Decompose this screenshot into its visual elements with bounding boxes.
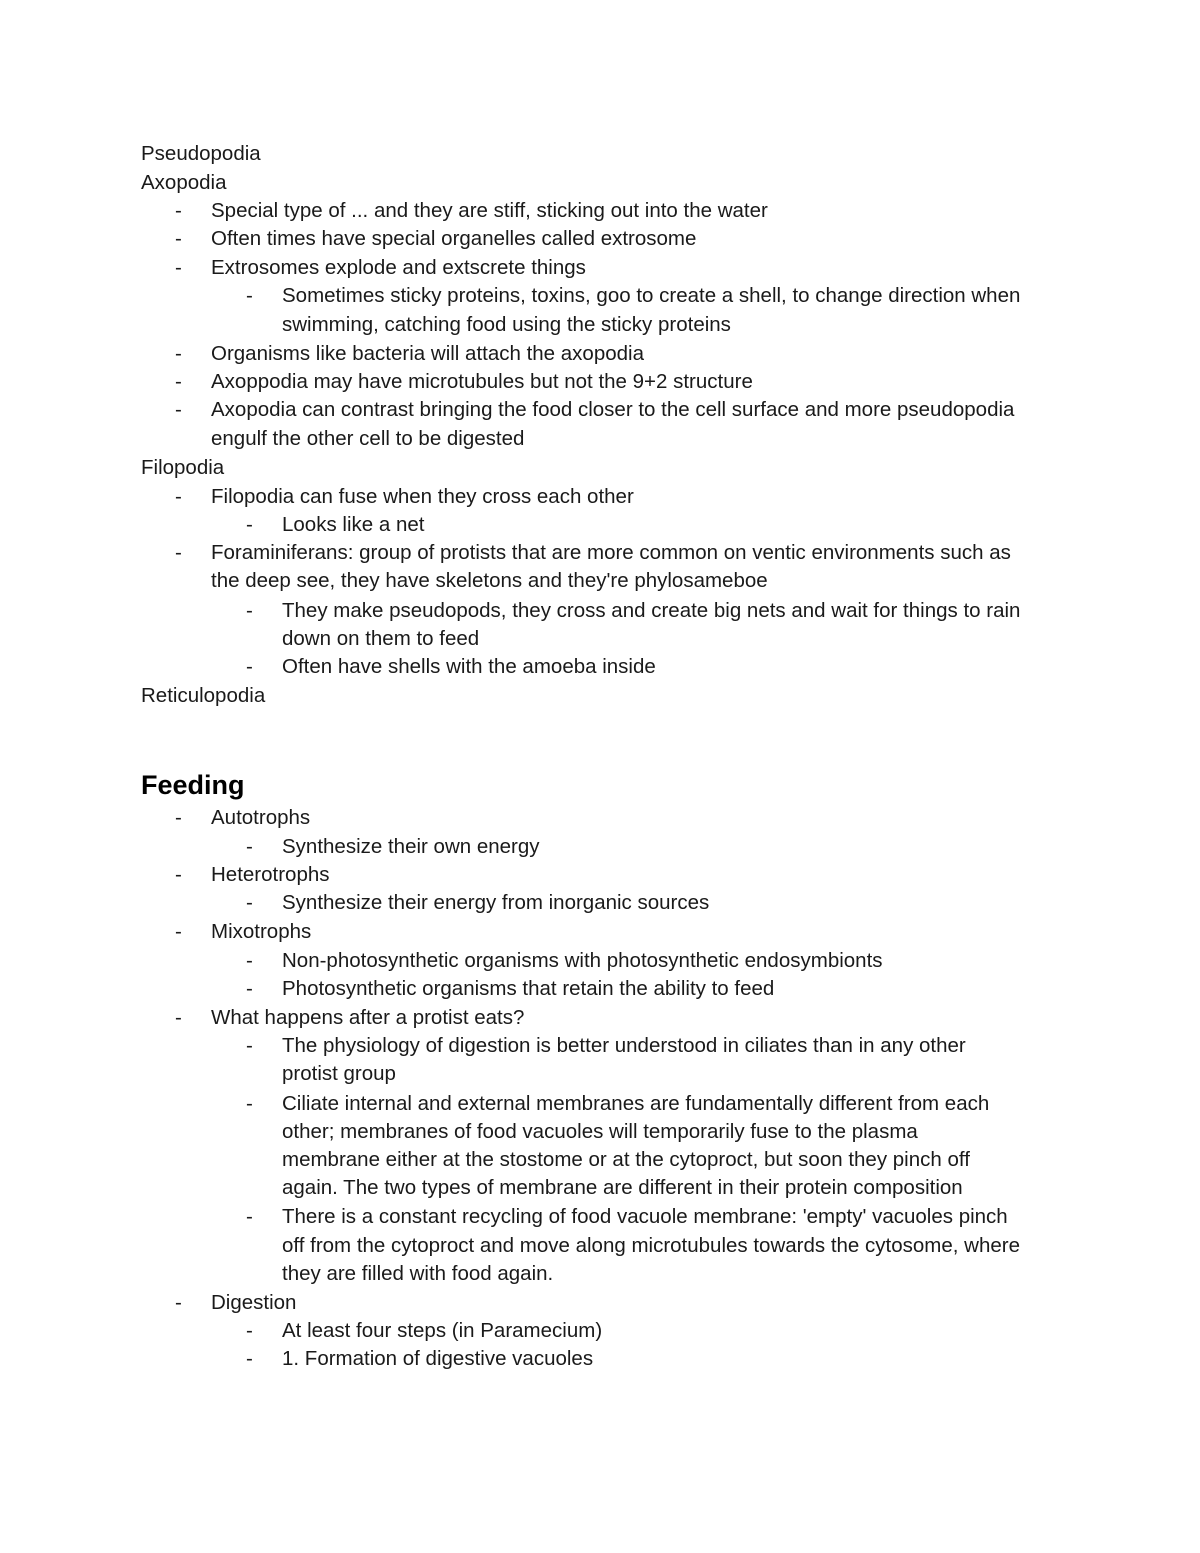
list-subitem-continuation: protist group bbox=[282, 1062, 396, 1085]
bullet-dash: - bbox=[175, 370, 182, 393]
list-subitem: There is a constant recycling of food vacuole membrane: 'empty' vacuoles pinch bbox=[282, 1205, 1008, 1228]
list-item: Special type of ... and they are stiff, sticking out into the water bbox=[211, 199, 768, 222]
list-subitem: Synthesize their energy from inorganic sources bbox=[282, 891, 710, 914]
bullet-dash: - bbox=[175, 920, 182, 943]
bullet-dash: - bbox=[175, 1006, 182, 1029]
list-item: Foraminiferans: group of protists that are more common on ventic environments such as bbox=[211, 541, 1011, 564]
bullet-dash: - bbox=[175, 863, 182, 886]
bullet-dash: - bbox=[175, 398, 182, 421]
list-subitem-continuation: down on them to feed bbox=[282, 627, 480, 650]
list-subitem: Non-photosynthetic organisms with photosynthetic endosymbionts bbox=[282, 949, 883, 972]
bullet-dash: - bbox=[175, 256, 182, 279]
list-subitem: Photosynthetic organisms that retain the ability to feed bbox=[282, 977, 775, 1000]
list-item-continuation: the deep see, they have skeletons and they're phylosameboe bbox=[211, 569, 768, 592]
bullet-dash: - bbox=[175, 485, 182, 508]
list-subitem: They make pseudopods, they cross and create big nets and wait for things to rain bbox=[282, 599, 1021, 622]
bullet-dash: - bbox=[175, 199, 182, 222]
bullet-dash: - bbox=[175, 342, 182, 365]
section-pseudopodia: Pseudopodia bbox=[141, 142, 261, 165]
bullet-dash: - bbox=[246, 513, 253, 536]
list-item: What happens after a protist eats? bbox=[211, 1006, 525, 1029]
list-subitem-continuation: other; membranes of food vacuoles will temporarily fuse to the plasma bbox=[282, 1120, 918, 1143]
bullet-dash: - bbox=[246, 949, 253, 972]
list-item: Heterotrophs bbox=[211, 863, 330, 886]
list-subitem-continuation: membrane either at the stostome or at the cytoproct, but soon they pinch off bbox=[282, 1148, 970, 1171]
list-item: Digestion bbox=[211, 1291, 297, 1314]
list-subitem: At least four steps (in Paramecium) bbox=[282, 1319, 603, 1342]
bullet-dash: - bbox=[246, 835, 253, 858]
list-subitem-continuation: again. The two types of membrane are different in their protein composition bbox=[282, 1176, 963, 1199]
bullet-dash: - bbox=[246, 1092, 253, 1115]
bullet-dash: - bbox=[175, 227, 182, 250]
bullet-dash: - bbox=[175, 1291, 182, 1314]
list-item-continuation: engulf the other cell to be digested bbox=[211, 427, 525, 450]
list-subitem-continuation: they are filled with food again. bbox=[282, 1262, 554, 1285]
bullet-dash: - bbox=[246, 1034, 253, 1057]
bullet-dash: - bbox=[246, 655, 253, 678]
list-item: Axopodia can contrast bringing the food closer to the cell surface and more pseudopodia bbox=[211, 398, 1015, 421]
list-subitem: Sometimes sticky proteins, toxins, goo to create a shell, to change direction when bbox=[282, 284, 1021, 307]
bullet-dash: - bbox=[246, 1205, 253, 1228]
section-filopodia: Filopodia bbox=[141, 456, 225, 479]
list-subitem-continuation: swimming, catching food using the sticky proteins bbox=[282, 313, 731, 336]
bullet-dash: - bbox=[246, 284, 253, 307]
list-item: Often times have special organelles called extrosome bbox=[211, 227, 697, 250]
list-subitem-continuation: off from the cytoproct and move along microtubules towards the cytosome, where bbox=[282, 1234, 1020, 1257]
section-reticulopodia: Reticulopodia bbox=[141, 684, 266, 707]
section-axopodia: Axopodia bbox=[141, 171, 227, 194]
bullet-dash: - bbox=[246, 891, 253, 914]
bullet-dash: - bbox=[175, 806, 182, 829]
list-item: Organisms like bacteria will attach the axopodia bbox=[211, 342, 644, 365]
list-subitem: Synthesize their own energy bbox=[282, 835, 540, 858]
heading-feeding: Feeding bbox=[141, 770, 245, 800]
list-subitem: Looks like a net bbox=[282, 513, 425, 536]
bullet-dash: - bbox=[246, 1347, 253, 1370]
bullet-dash: - bbox=[175, 541, 182, 564]
bullet-dash: - bbox=[246, 977, 253, 1000]
list-item: Autotrophs bbox=[211, 806, 311, 829]
list-subitem: Often have shells with the amoeba inside bbox=[282, 655, 656, 678]
list-subitem: The physiology of digestion is better understood in ciliates than in any other bbox=[282, 1034, 966, 1057]
bullet-dash: - bbox=[246, 1319, 253, 1342]
list-item: Filopodia can fuse when they cross each other bbox=[211, 485, 634, 508]
list-item: Axoppodia may have microtubules but not the 9+2 structure bbox=[211, 370, 753, 393]
list-item: Mixotrophs bbox=[211, 920, 312, 943]
bullet-dash: - bbox=[246, 599, 253, 622]
list-subitem: 1. Formation of digestive vacuoles bbox=[282, 1347, 594, 1370]
list-subitem: Ciliate internal and external membranes are fundamentally different from each bbox=[282, 1092, 990, 1115]
list-item: Extrosomes explode and extscrete things bbox=[211, 256, 586, 279]
